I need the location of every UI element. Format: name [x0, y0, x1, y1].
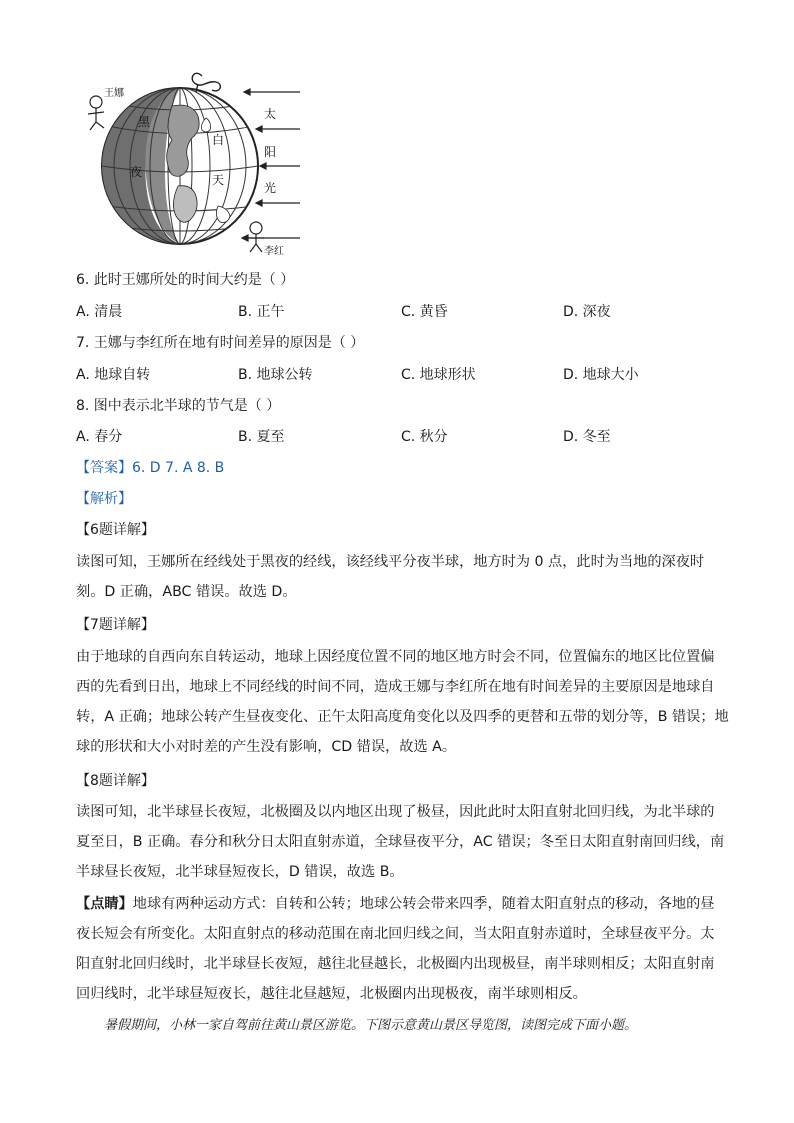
detail-6-heading: 【6题详解】 [76, 522, 155, 538]
question-7-option-c: C. 地球形状 [401, 367, 476, 383]
detail-6-body [76, 547, 720, 607]
question-8-option-d: D. 冬至 [563, 429, 611, 445]
tip-line: 回归线时，北半球昼短夜长，越往北昼越短，北极圈内出现极夜，南半球则相反。 [76, 986, 587, 1002]
label-wangna: 王娜 [104, 88, 124, 99]
answer-text: 6. D 7. A 8. B [132, 460, 225, 476]
label-day-2: 天 [212, 173, 225, 187]
detail-8-body [76, 797, 725, 887]
detail-7-line: 转，A 正确；地球公转产生昼夜变化、正午太阳高度角变化以及四季的更替和五带的划分等，B 错误；地 [76, 709, 729, 725]
question-8-stem: 8. 图中表示北半球的节气是（ ） [76, 398, 281, 414]
detail-8-line: 读图可知，北半球昼长夜短，北极圈及以内地区出现了极昼，因此此时太阳直射北回归线，为北半球的 [76, 804, 715, 820]
label-sun-3: 光 [264, 181, 277, 195]
question-8-option-b: B. 夏至 [238, 429, 285, 445]
tip-label: 【点睛】 [76, 896, 133, 912]
tip-body [76, 889, 720, 1009]
detail-7-line: 由于地球的自西向东自转运动，地球上因经度位置不同的地区地方时会不同，位置偏东的地区比位置偏 [76, 649, 715, 665]
detail-6-line: 读图可知，王娜所在经线处于黑夜的经线，该经线平分夜半球，地方时为 0 点，此时为当地的深夜时 [76, 554, 705, 570]
detail-7-heading: 【7题详解】 [76, 617, 155, 633]
tip-line: 阳直射北回归线时，北半球昼长夜短，越往北昼越长，北极圈内出现极昼，南半球则相反；太阳直射南 [76, 956, 715, 972]
question-7-option-a: A. 地球自转 [76, 367, 151, 383]
label-night-1: 黑 [138, 115, 151, 129]
question-6-option-c: C. 黄昏 [401, 304, 448, 320]
globe-daynight-figure [78, 66, 300, 256]
analysis-label: 【解析】 [76, 491, 132, 507]
question-7-option-d: D. 地球大小 [563, 367, 639, 383]
answer-line [76, 458, 224, 478]
question-6-option-a: A. 清晨 [76, 304, 123, 320]
answer-label: 【答案】 [76, 460, 132, 476]
detail-8-line: 半球昼长夜短，北半球昼短夜长，D 错误，故选 B。 [76, 864, 404, 880]
label-sun-1: 太 [264, 107, 277, 121]
label-night-2: 夜 [130, 165, 143, 179]
detail-7-line: 西的先看到日出，地球上不同经线的时间不同，造成王娜与李红所在地有时间差异的主要原因是地球自 [76, 679, 715, 695]
label-lihong: 李红 [264, 246, 284, 256]
detail-7-line: 球的形状和大小对时差的产生没有影响，CD 错误，故选 A。 [76, 739, 457, 755]
north-pole-symbol [192, 73, 220, 92]
detail-8-heading: 【8题详解】 [76, 773, 155, 789]
label-sun-2: 阳 [264, 145, 277, 159]
question-7-option-b: B. 地球公转 [238, 367, 313, 383]
detail-6-line: 刻。D 正确，ABC 错误。故选 D。 [76, 584, 297, 600]
question-8-option-c: C. 秋分 [401, 429, 448, 445]
detail-8-line: 夏至日，B 正确。春分和秋分日太阳直射赤道，全球昼夜平分，AC 错误；冬至日太阳直射南回归线，南 [76, 834, 725, 850]
question-6-stem: 6. 此时王娜所处的时间大约是（ ） [76, 272, 295, 288]
wangna-person-icon [88, 96, 104, 130]
next-section-intro: 暑假期间，小林一家自驾前往黄山景区游览。下图示意黄山景区导览图，读图完成下面小题。 [104, 1018, 638, 1033]
detail-7-body [76, 642, 729, 762]
question-6-option-b: B. 正午 [238, 304, 285, 320]
question-7-stem: 7. 王娜与李红所在地有时间差异的原因是（ ） [76, 335, 365, 351]
tip-line [76, 889, 720, 919]
lihong-person-icon [248, 222, 264, 252]
label-day-1: 白 [212, 133, 225, 147]
tip-line: 夜长短会有所变化。太阳直射点的移动范围在南北回归线之间，当太阳直射赤道时，全球昼夜平分。太 [76, 926, 715, 942]
question-8-option-a: A. 春分 [76, 429, 123, 445]
tip-line-text: 地球有两种运动方式：自转和公转；地球公转会带来四季，随着太阳直射点的移动，各地的昼 [132, 896, 715, 912]
question-6-option-d: D. 深夜 [563, 304, 611, 320]
